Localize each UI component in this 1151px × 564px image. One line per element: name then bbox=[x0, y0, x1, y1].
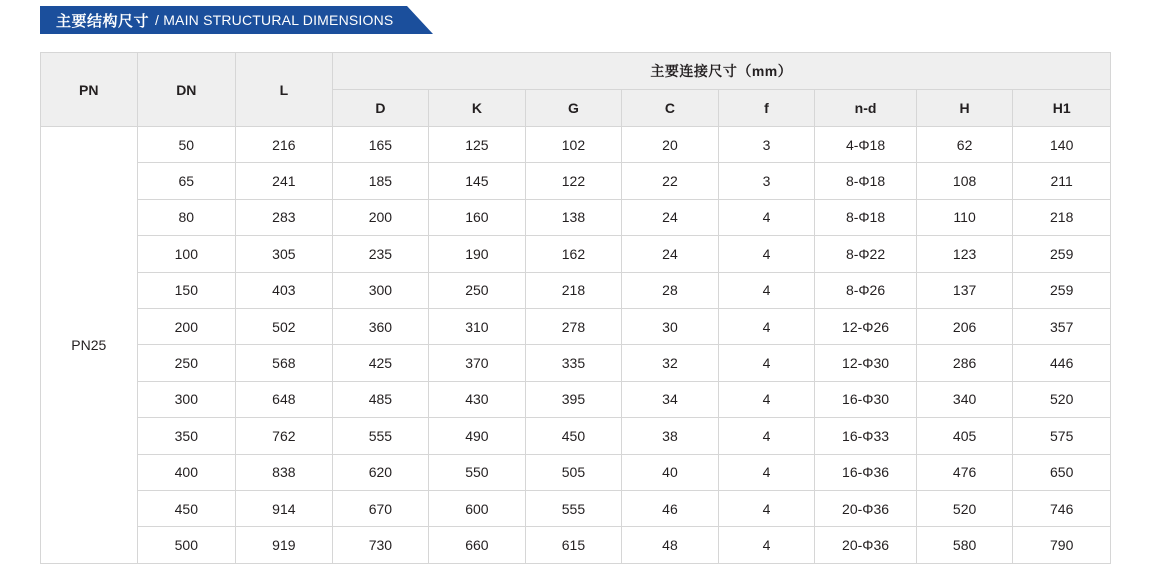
cell-h1: 790 bbox=[1013, 527, 1111, 563]
cell-c: 24 bbox=[622, 236, 719, 272]
cell-c: 30 bbox=[622, 308, 719, 344]
cell-h1: 446 bbox=[1013, 345, 1111, 381]
col-header-d: D bbox=[332, 90, 429, 127]
dimensions-table bbox=[40, 52, 1111, 564]
cell-l: 241 bbox=[236, 163, 333, 199]
cell-nd: 8-Φ18 bbox=[815, 163, 917, 199]
cell-k: 250 bbox=[429, 272, 526, 308]
cell-h1: 218 bbox=[1013, 199, 1111, 235]
cell-k: 125 bbox=[429, 127, 526, 163]
cell-k: 160 bbox=[429, 199, 526, 235]
cell-l: 568 bbox=[236, 345, 333, 381]
cell-d: 485 bbox=[332, 381, 429, 417]
cell-dn: 150 bbox=[137, 272, 236, 308]
cell-k: 370 bbox=[429, 345, 526, 381]
cell-f: 4 bbox=[718, 272, 815, 308]
cell-nd: 12-Φ30 bbox=[815, 345, 917, 381]
section-title-en: / MAIN STRUCTURAL DIMENSIONS bbox=[155, 12, 394, 28]
cell-f: 4 bbox=[718, 308, 815, 344]
col-header-l: L bbox=[236, 53, 333, 127]
cell-h: 476 bbox=[916, 454, 1013, 490]
cell-k: 600 bbox=[429, 490, 526, 526]
cell-d: 360 bbox=[332, 308, 429, 344]
cell-f: 3 bbox=[718, 163, 815, 199]
cell-g: 102 bbox=[525, 127, 622, 163]
cell-g: 278 bbox=[525, 308, 622, 344]
cell-f: 4 bbox=[718, 490, 815, 526]
cell-g: 138 bbox=[525, 199, 622, 235]
table-row bbox=[41, 308, 1111, 344]
cell-f: 4 bbox=[718, 345, 815, 381]
cell-d: 730 bbox=[332, 527, 429, 563]
cell-h: 520 bbox=[916, 490, 1013, 526]
cell-d: 185 bbox=[332, 163, 429, 199]
col-header-pn: PN bbox=[41, 53, 138, 127]
col-header-c: C bbox=[622, 90, 719, 127]
cell-dn: 65 bbox=[137, 163, 236, 199]
col-header-h1: H1 bbox=[1013, 90, 1111, 127]
cell-f: 4 bbox=[718, 527, 815, 563]
cell-h: 580 bbox=[916, 527, 1013, 563]
cell-nd: 4-Φ18 bbox=[815, 127, 917, 163]
cell-h: 286 bbox=[916, 345, 1013, 381]
col-header-dn: DN bbox=[137, 53, 236, 127]
cell-f: 4 bbox=[718, 418, 815, 454]
cell-c: 22 bbox=[622, 163, 719, 199]
cell-k: 660 bbox=[429, 527, 526, 563]
cell-l: 305 bbox=[236, 236, 333, 272]
cell-g: 162 bbox=[525, 236, 622, 272]
cell-h: 405 bbox=[916, 418, 1013, 454]
cell-h1: 357 bbox=[1013, 308, 1111, 344]
col-header-nd: n-d bbox=[815, 90, 917, 127]
cell-c: 28 bbox=[622, 272, 719, 308]
cell-h: 123 bbox=[916, 236, 1013, 272]
cell-d: 165 bbox=[332, 127, 429, 163]
table-header-row-1 bbox=[41, 53, 1111, 90]
dimensions-table-wrapper bbox=[40, 52, 1111, 564]
cell-g: 505 bbox=[525, 454, 622, 490]
cell-f: 4 bbox=[718, 199, 815, 235]
cell-h: 137 bbox=[916, 272, 1013, 308]
cell-d: 670 bbox=[332, 490, 429, 526]
cell-h1: 259 bbox=[1013, 236, 1111, 272]
table-row bbox=[41, 418, 1111, 454]
cell-c: 34 bbox=[622, 381, 719, 417]
banner-arrow-shape bbox=[407, 6, 433, 34]
cell-h1: 650 bbox=[1013, 454, 1111, 490]
cell-h: 108 bbox=[916, 163, 1013, 199]
table-row bbox=[41, 454, 1111, 490]
cell-dn: 50 bbox=[137, 127, 236, 163]
cell-c: 40 bbox=[622, 454, 719, 490]
cell-dn: 400 bbox=[137, 454, 236, 490]
cell-l: 919 bbox=[236, 527, 333, 563]
cell-k: 490 bbox=[429, 418, 526, 454]
cell-g: 218 bbox=[525, 272, 622, 308]
cell-l: 216 bbox=[236, 127, 333, 163]
section-title-cn: 主要结构尺寸 bbox=[56, 12, 150, 30]
col-header-g: G bbox=[525, 90, 622, 127]
table-row bbox=[41, 163, 1111, 199]
cell-k: 190 bbox=[429, 236, 526, 272]
cell-h1: 575 bbox=[1013, 418, 1111, 454]
table-row bbox=[41, 199, 1111, 235]
table-row bbox=[41, 345, 1111, 381]
table-row bbox=[41, 381, 1111, 417]
col-header-k: K bbox=[429, 90, 526, 127]
cell-l: 838 bbox=[236, 454, 333, 490]
cell-c: 20 bbox=[622, 127, 719, 163]
cell-f: 3 bbox=[718, 127, 815, 163]
cell-nd: 20-Φ36 bbox=[815, 527, 917, 563]
section-banner-body bbox=[40, 6, 407, 34]
cell-f: 4 bbox=[718, 381, 815, 417]
table-row bbox=[41, 127, 1111, 163]
cell-h1: 140 bbox=[1013, 127, 1111, 163]
cell-h: 206 bbox=[916, 308, 1013, 344]
cell-nd: 8-Φ22 bbox=[815, 236, 917, 272]
cell-dn: 450 bbox=[137, 490, 236, 526]
cell-c: 48 bbox=[622, 527, 719, 563]
cell-d: 235 bbox=[332, 236, 429, 272]
cell-k: 310 bbox=[429, 308, 526, 344]
cell-dn: 250 bbox=[137, 345, 236, 381]
cell-l: 648 bbox=[236, 381, 333, 417]
cell-d: 620 bbox=[332, 454, 429, 490]
cell-dn: 350 bbox=[137, 418, 236, 454]
cell-nd: 8-Φ18 bbox=[815, 199, 917, 235]
cell-nd: 16-Φ30 bbox=[815, 381, 917, 417]
cell-d: 300 bbox=[332, 272, 429, 308]
cell-dn: 100 bbox=[137, 236, 236, 272]
table-row bbox=[41, 236, 1111, 272]
cell-h1: 746 bbox=[1013, 490, 1111, 526]
table-row bbox=[41, 527, 1111, 563]
cell-k: 550 bbox=[429, 454, 526, 490]
col-header-group-connection-dims: 主要连接尺寸（mm） bbox=[332, 53, 1110, 90]
cell-dn: 300 bbox=[137, 381, 236, 417]
cell-h: 340 bbox=[916, 381, 1013, 417]
cell-dn: 80 bbox=[137, 199, 236, 235]
cell-h: 62 bbox=[916, 127, 1013, 163]
cell-l: 914 bbox=[236, 490, 333, 526]
cell-l: 283 bbox=[236, 199, 333, 235]
cell-c: 46 bbox=[622, 490, 719, 526]
table-row bbox=[41, 490, 1111, 526]
cell-l: 762 bbox=[236, 418, 333, 454]
cell-h1: 259 bbox=[1013, 272, 1111, 308]
cell-d: 425 bbox=[332, 345, 429, 381]
cell-d: 200 bbox=[332, 199, 429, 235]
cell-h1: 520 bbox=[1013, 381, 1111, 417]
cell-c: 32 bbox=[622, 345, 719, 381]
cell-g: 122 bbox=[525, 163, 622, 199]
table-head bbox=[41, 53, 1111, 127]
table-body bbox=[41, 127, 1111, 564]
cell-k: 145 bbox=[429, 163, 526, 199]
cell-nd: 16-Φ33 bbox=[815, 418, 917, 454]
cell-c: 38 bbox=[622, 418, 719, 454]
cell-g: 450 bbox=[525, 418, 622, 454]
col-header-h: H bbox=[916, 90, 1013, 127]
cell-d: 555 bbox=[332, 418, 429, 454]
col-header-f: f bbox=[718, 90, 815, 127]
cell-l: 502 bbox=[236, 308, 333, 344]
cell-f: 4 bbox=[718, 454, 815, 490]
cell-pn-value: PN25 bbox=[41, 127, 138, 564]
cell-g: 615 bbox=[525, 527, 622, 563]
cell-g: 555 bbox=[525, 490, 622, 526]
cell-nd: 20-Φ36 bbox=[815, 490, 917, 526]
cell-nd: 16-Φ36 bbox=[815, 454, 917, 490]
cell-l: 403 bbox=[236, 272, 333, 308]
section-banner bbox=[40, 6, 433, 34]
cell-dn: 200 bbox=[137, 308, 236, 344]
table-row bbox=[41, 272, 1111, 308]
cell-h1: 211 bbox=[1013, 163, 1111, 199]
cell-h: 110 bbox=[916, 199, 1013, 235]
cell-nd: 12-Φ26 bbox=[815, 308, 917, 344]
cell-c: 24 bbox=[622, 199, 719, 235]
cell-nd: 8-Φ26 bbox=[815, 272, 917, 308]
cell-g: 395 bbox=[525, 381, 622, 417]
cell-dn: 500 bbox=[137, 527, 236, 563]
cell-k: 430 bbox=[429, 381, 526, 417]
cell-g: 335 bbox=[525, 345, 622, 381]
cell-f: 4 bbox=[718, 236, 815, 272]
